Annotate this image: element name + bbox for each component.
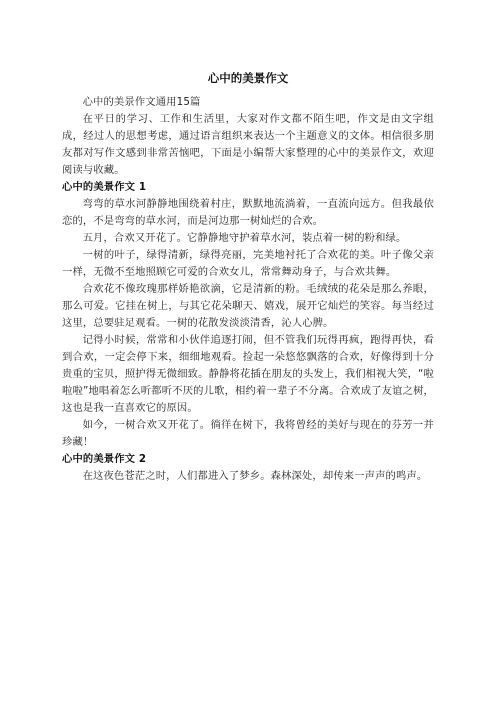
paragraph: 五月，合欢又开花了。它静静地守护着草水河，装点着一树的粉和绿。 [82, 232, 407, 244]
paragraph: 如今，一树合欢又开花了。徜徉在树下，我将曾经的美好与现在的芬芳一并珍藏！ [62, 419, 434, 448]
paragraph: 弯弯的草水河静静地围绕着村庄，默默地流淌着，一直流向远方。但我最依恋的，不是弯弯的草水河，而是河边那一树灿烂的合欢。 [62, 198, 434, 227]
intro-paragraph: 在平日的学习、工作和生活里，大家对作文都不陌生吧，作文是由文字组成，经过人的思想考虑，通过语言组织来表达一个主题意义的文体。相信很多朋友都对写作文感到非常苦恼吧，下面是小编帮大家整理的心中的美景作文，欢迎阅读与收藏。 [62, 113, 434, 176]
document-body [62, 94, 434, 485]
paragraph: 合欢花不像玫瑰那样娇艳欲滴，它是清新的粉。毛绒绒的花朵是那么养眼，那么可爱。它挂在树上，与其它花朵聊天、嬉戏，展开它灿烂的笑容。每当经过这里，总要驻足观看。一树的花散发淡淡清香，沁人心脾。 [62, 283, 434, 329]
document-title: 心中的美景作文 [207, 71, 289, 85]
paragraph: 一树的叶子，绿得清新，绿得亮丽，完美地衬托了合欢花的美。叶子像父亲一样，无微不至地照顾它可爱的合欢女儿，常常舞动身子，与合欢共舞。 [62, 249, 434, 278]
paragraph: 记得小时候，常常和小伙伴追逐打闹，但不管我们玩得再疯，跑得再快，看到合欢，一定会停下来，细细地观看。捡起一朵悠悠飘落的合欢，好像得到十分贵重的宝贝，照护得无微细致。静静将花插在朋友的头发上，我们相视大笑，“啦啦啦”地唱着怎么听都听不厌的儿歌，相约着一辈子不分离。合欢成了友谊之树，这也是我一直喜欢它的原因。 [62, 334, 434, 414]
section-heading-2: 心中的美景作文 2 [62, 453, 147, 465]
section-heading-1: 心中的美景作文 1 [62, 181, 147, 193]
subtitle-paragraph: 心中的美景作文通用15篇 [82, 96, 201, 108]
paragraph: 在这夜色苍茫之时，人们都进入了梦乡。森林深处，却传来一声声的鸣声。 [82, 470, 428, 482]
